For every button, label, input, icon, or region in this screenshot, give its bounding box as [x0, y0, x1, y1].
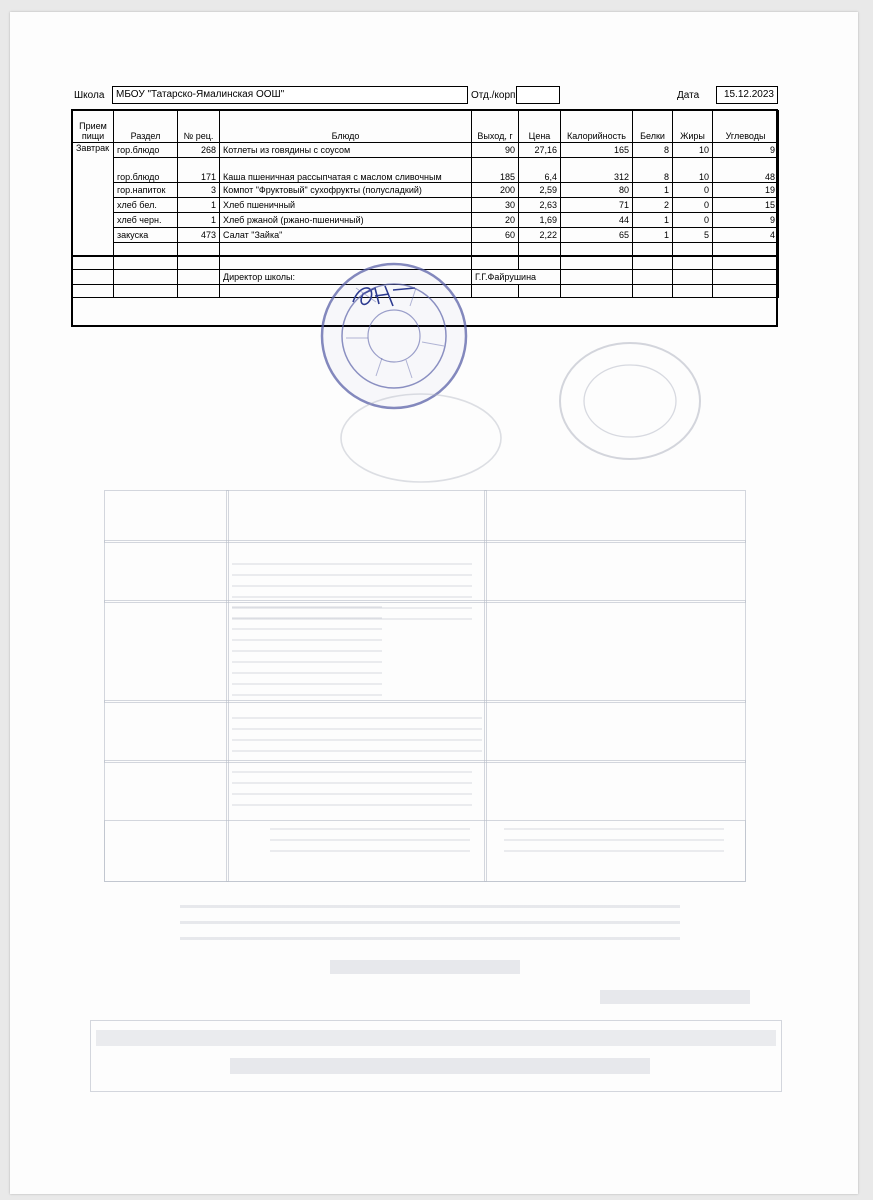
- kcal-cell: 312: [561, 158, 633, 183]
- recipe-cell: 171: [178, 158, 220, 183]
- bleed-through-text: [232, 606, 382, 696]
- recipe-cell: 3: [178, 183, 220, 198]
- table-row: [73, 143, 779, 158]
- bleed-through-frame: [90, 1020, 782, 1092]
- bleed-through-text: [232, 712, 482, 752]
- output-cell: 30: [472, 198, 519, 213]
- dish-cell: Компот "Фруктовый" сухофрукты (полусладкий): [220, 183, 472, 198]
- date-label: Дата: [677, 90, 700, 101]
- kcal-cell: 165: [561, 143, 633, 158]
- bleed-through-table: [104, 760, 746, 763]
- col-header: Выход, г: [472, 111, 519, 143]
- bleed-through-table: [484, 490, 487, 882]
- bleed-through-table: [104, 540, 746, 543]
- bleed-through-text: [180, 892, 680, 940]
- fat-cell: 10: [673, 143, 713, 158]
- recipe-cell: 473: [178, 228, 220, 243]
- dish-cell: Каша пшеничная рассыпчатая с маслом сливочным: [220, 158, 472, 183]
- price-cell: 27,16: [519, 143, 561, 158]
- bleed-through-text: [270, 828, 470, 852]
- fat-cell: 0: [673, 213, 713, 228]
- fat-cell: 10: [673, 158, 713, 183]
- recipe-cell: 268: [178, 143, 220, 158]
- carbs-cell: 19: [713, 183, 779, 198]
- col-header: № рец.: [178, 111, 220, 143]
- col-header: Прием пищи: [73, 111, 114, 143]
- fat-cell: 0: [673, 198, 713, 213]
- col-header: Блюдо: [220, 111, 472, 143]
- dept-label: Отд./корп: [471, 90, 516, 101]
- price-cell: 6,4: [519, 158, 561, 183]
- col-header: Раздел: [114, 111, 178, 143]
- protein-cell: 1: [633, 228, 673, 243]
- dish-cell: Котлеты из говядины с соусом: [220, 143, 472, 158]
- signature-label: Директор школы:: [220, 270, 472, 285]
- protein-cell: 2: [633, 198, 673, 213]
- output-cell: 200: [472, 183, 519, 198]
- bleed-through-text: [330, 960, 520, 974]
- bleed-through-text: [600, 990, 750, 1004]
- protein-cell: 1: [633, 183, 673, 198]
- dish-cell: Салат "Зайка": [220, 228, 472, 243]
- output-cell: 185: [472, 158, 519, 183]
- section-cell: гор.блюдо: [114, 158, 178, 183]
- carbs-cell: 15: [713, 198, 779, 213]
- school-label: Школа: [74, 90, 105, 101]
- kcal-cell: 65: [561, 228, 633, 243]
- price-cell: 2,59: [519, 183, 561, 198]
- bleed-through-table: [104, 700, 746, 703]
- table-row: [73, 158, 779, 183]
- output-cell: 60: [472, 228, 519, 243]
- section-cell: закуска: [114, 228, 178, 243]
- carbs-cell: 9: [713, 143, 779, 158]
- kcal-cell: 80: [561, 183, 633, 198]
- section-cell: гор.напиток: [114, 183, 178, 198]
- col-header: Углеводы: [713, 111, 779, 143]
- table-row: [73, 213, 779, 228]
- protein-cell: 8: [633, 143, 673, 158]
- bleed-through-text: [504, 828, 724, 852]
- recipe-cell: 1: [178, 213, 220, 228]
- protein-cell: 1: [633, 213, 673, 228]
- bleed-through-text: [232, 766, 472, 806]
- dept-field: [516, 86, 560, 104]
- price-cell: 1,69: [519, 213, 561, 228]
- table-row: [73, 183, 779, 198]
- school-name-field: МБОУ "Татарско-Ямалинская ООШ": [112, 86, 468, 104]
- fat-cell: 5: [673, 228, 713, 243]
- carbs-cell: 48: [713, 158, 779, 183]
- empty-row: [73, 243, 779, 257]
- output-cell: 90: [472, 143, 519, 158]
- col-header: Жиры: [673, 111, 713, 143]
- fat-cell: 0: [673, 183, 713, 198]
- bleed-through-stamp: [555, 336, 705, 466]
- signature-name: Г.Г.Файрушина: [472, 270, 561, 285]
- col-header: Белки: [633, 111, 673, 143]
- section-cell: гор.блюдо: [114, 143, 178, 158]
- bleed-through-stamp: [336, 388, 506, 488]
- output-cell: 20: [472, 213, 519, 228]
- carbs-cell: 9: [713, 213, 779, 228]
- bleed-through-table: [226, 490, 229, 882]
- recipe-cell: 1: [178, 198, 220, 213]
- kcal-cell: 71: [561, 198, 633, 213]
- meal-cell: Завтрак: [73, 143, 114, 257]
- carbs-cell: 4: [713, 228, 779, 243]
- dish-cell: Хлеб ржаной (ржано-пшеничный): [220, 213, 472, 228]
- price-cell: 2,63: [519, 198, 561, 213]
- price-cell: 2,22: [519, 228, 561, 243]
- table-row: [73, 228, 779, 243]
- col-header: Цена: [519, 111, 561, 143]
- table-header-row: [73, 111, 779, 143]
- section-cell: хлеб черн.: [114, 213, 178, 228]
- kcal-cell: 44: [561, 213, 633, 228]
- date-field: 15.12.2023: [716, 86, 778, 104]
- section-cell: хлеб бел.: [114, 198, 178, 213]
- dish-cell: Хлеб пшеничный: [220, 198, 472, 213]
- col-header: Калорийность: [561, 111, 633, 143]
- table-row: [73, 198, 779, 213]
- protein-cell: 8: [633, 158, 673, 183]
